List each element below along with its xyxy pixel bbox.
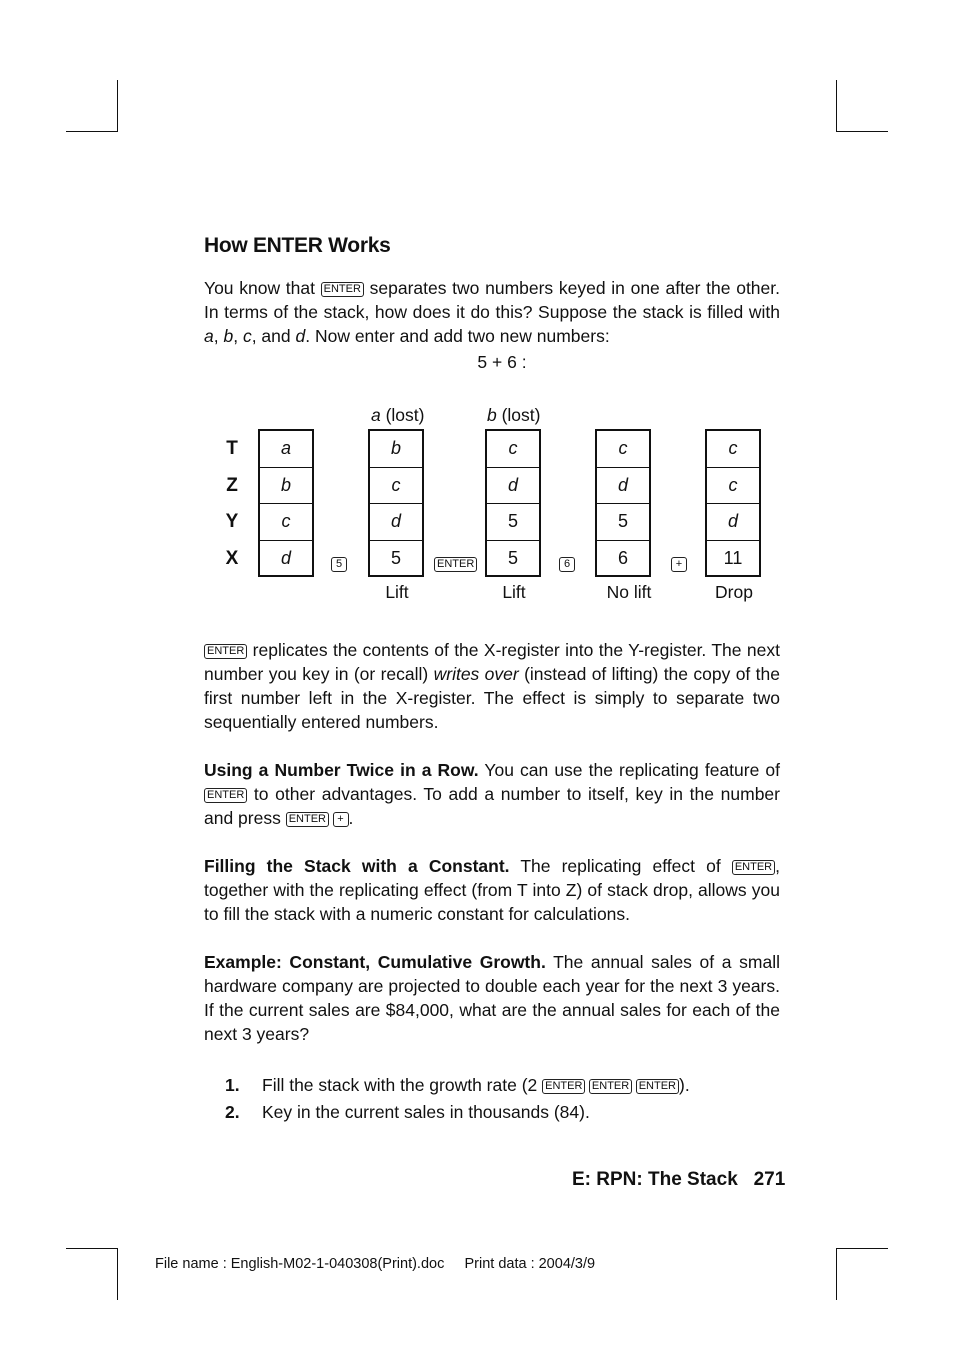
using-twice-text-2: to other advantages. To add a number to itself, key in the number and press	[204, 784, 780, 828]
stack-cell: 5	[390, 548, 401, 569]
register-label-t: T	[226, 438, 238, 459]
crop-mark-bottom-right-v	[836, 1248, 837, 1300]
crop-mark-bottom-left-v	[117, 1248, 118, 1300]
using-twice-text-1: You can use the replicating feature of	[478, 760, 780, 780]
example-heading: Example: Constant, Cumulative Growth.	[204, 952, 546, 972]
crop-mark-top-right-h	[836, 131, 888, 132]
lost-annotation	[371, 405, 424, 426]
stack-cell: 5	[507, 548, 518, 569]
lost-variable: b	[487, 405, 497, 425]
writes-over-emphasis: writes over	[433, 664, 519, 684]
stack-column-5	[705, 429, 761, 577]
lost-annotation	[487, 405, 540, 426]
crop-mark-top-right-v	[836, 80, 837, 132]
intro-text-1: You know that	[204, 278, 321, 298]
crop-mark-bottom-left-h	[66, 1248, 118, 1249]
replicates-paragraph	[204, 638, 780, 734]
stack-action-label: Lift	[502, 582, 526, 602]
using-twice-heading: Using a Number Twice in a Row.	[204, 760, 479, 780]
stack-cell: d	[597, 468, 649, 505]
intro-text-3: . Now enter and add two new numbers:	[305, 326, 610, 346]
stack-cell: 5	[487, 504, 539, 541]
sep-2: ,	[233, 326, 243, 346]
file-info: File name : English-M02-1-040308(Print).doc Print data : 2004/3/9	[155, 1256, 596, 1272]
intro-text-2: separates two numbers keyed in one after the other. In terms of the stack, how does it do this? Suppose the stack is filled with	[204, 278, 780, 322]
page-number: 271	[753, 1169, 786, 1190]
stack-cell: b	[370, 431, 422, 468]
enter-key-glyph: ENTER	[542, 1079, 585, 1094]
step-1-text	[262, 1075, 690, 1096]
stack-column-2	[368, 429, 424, 577]
stack-cell: d	[280, 548, 291, 569]
crop-mark-top-left-h	[66, 131, 118, 132]
register-label-y: Y	[225, 511, 239, 532]
step-1-text-1: Fill the stack with the growth rate (2	[262, 1075, 543, 1095]
stack-cell: a	[260, 431, 312, 468]
register-label-x: X	[225, 548, 239, 569]
crop-mark-bottom-right-h	[836, 1248, 888, 1249]
intro-paragraph	[204, 276, 780, 348]
stack-column-1	[258, 429, 314, 577]
stack-cell: 6	[617, 548, 628, 569]
enter-key-glyph: ENTER	[204, 788, 247, 803]
stack-action-label: Lift	[385, 582, 409, 602]
register-label-z: Z	[226, 475, 238, 496]
replicates-text-2: (instead of lifting) the copy of the first number left in the X-register. The effect is simply to separate two sequentially entered numbers.	[204, 664, 780, 732]
using-twice-paragraph	[204, 758, 780, 830]
stack-cell: 5	[597, 504, 649, 541]
stack-cell: c	[260, 504, 312, 541]
replicates-text-1: replicates the contents of the X-register into the Y-register. The next number you key in (or recall)	[204, 640, 780, 684]
var-d: d	[295, 326, 306, 346]
key-6-glyph: 6	[559, 557, 575, 572]
stack-cell: c	[370, 468, 422, 505]
lost-label: (lost)	[496, 405, 541, 425]
enter-key-glyph: ENTER	[321, 282, 364, 297]
filling-paragraph	[204, 854, 780, 926]
filling-text-2: , together with the replicating effect (from T into Z) of stack drop, allows you to fill the stack with a numeric constant for calculations.	[204, 856, 780, 924]
example-paragraph	[204, 950, 780, 1046]
stack-cell: d	[370, 504, 422, 541]
running-footer	[572, 1169, 785, 1191]
stack-action-label: No lift	[606, 582, 652, 602]
enter-key-glyph: ENTER	[286, 812, 329, 827]
sep-1: ,	[213, 326, 224, 346]
key-5-glyph: 5	[331, 557, 347, 572]
var-b: b	[223, 326, 234, 346]
plus-key-glyph: +	[671, 557, 687, 572]
stack-cell: d	[487, 468, 539, 505]
example-text-1: The annual sales of a small hardware company are projected to double each year for the next 3 years. If the current sales are $84,000, what are the annual sales for each of the next 3 years?	[204, 952, 780, 1044]
var-c: c	[242, 326, 252, 346]
enter-key-glyph: ENTER	[732, 860, 775, 875]
step-2-text: Key in the current sales in thousands (84).	[262, 1102, 590, 1122]
stack-cell: 11	[723, 548, 743, 569]
example-keystrokes: 5 + 6 :	[477, 352, 527, 372]
stack-column-3	[485, 429, 541, 577]
plus-key-glyph: +	[333, 812, 349, 827]
enter-key-glyph: ENTER	[204, 644, 247, 659]
section-name: E: RPN: The Stack	[572, 1169, 738, 1190]
using-twice-text-3: .	[348, 808, 354, 828]
crop-mark-top-left-v	[117, 80, 118, 132]
enter-key-glyph: ENTER	[434, 557, 477, 572]
stack-cell: c	[487, 431, 539, 468]
stack-action-label: Drop	[715, 582, 753, 602]
stack-cell: c	[597, 431, 649, 468]
step-2-number: 2.	[225, 1102, 240, 1122]
enter-key-glyph: ENTER	[636, 1079, 679, 1094]
stack-cell: c	[707, 431, 759, 468]
var-a: a	[204, 326, 214, 346]
filling-heading: Filling the Stack with a Constant.	[204, 856, 510, 876]
lost-label: (lost)	[380, 405, 425, 425]
step-1-number: 1.	[225, 1075, 240, 1095]
enter-key-glyph: ENTER	[589, 1079, 632, 1094]
stack-cell: d	[707, 504, 759, 541]
page-title: How ENTER Works	[204, 234, 391, 257]
sep-3: , and	[251, 326, 296, 346]
stack-cell: b	[260, 468, 312, 505]
step-1-text-2: ).	[679, 1075, 690, 1095]
stack-column-4	[595, 429, 651, 577]
lost-variable: a	[371, 405, 381, 425]
stack-cell: c	[707, 468, 759, 505]
filling-text-1: The replicating effect of	[509, 856, 732, 876]
